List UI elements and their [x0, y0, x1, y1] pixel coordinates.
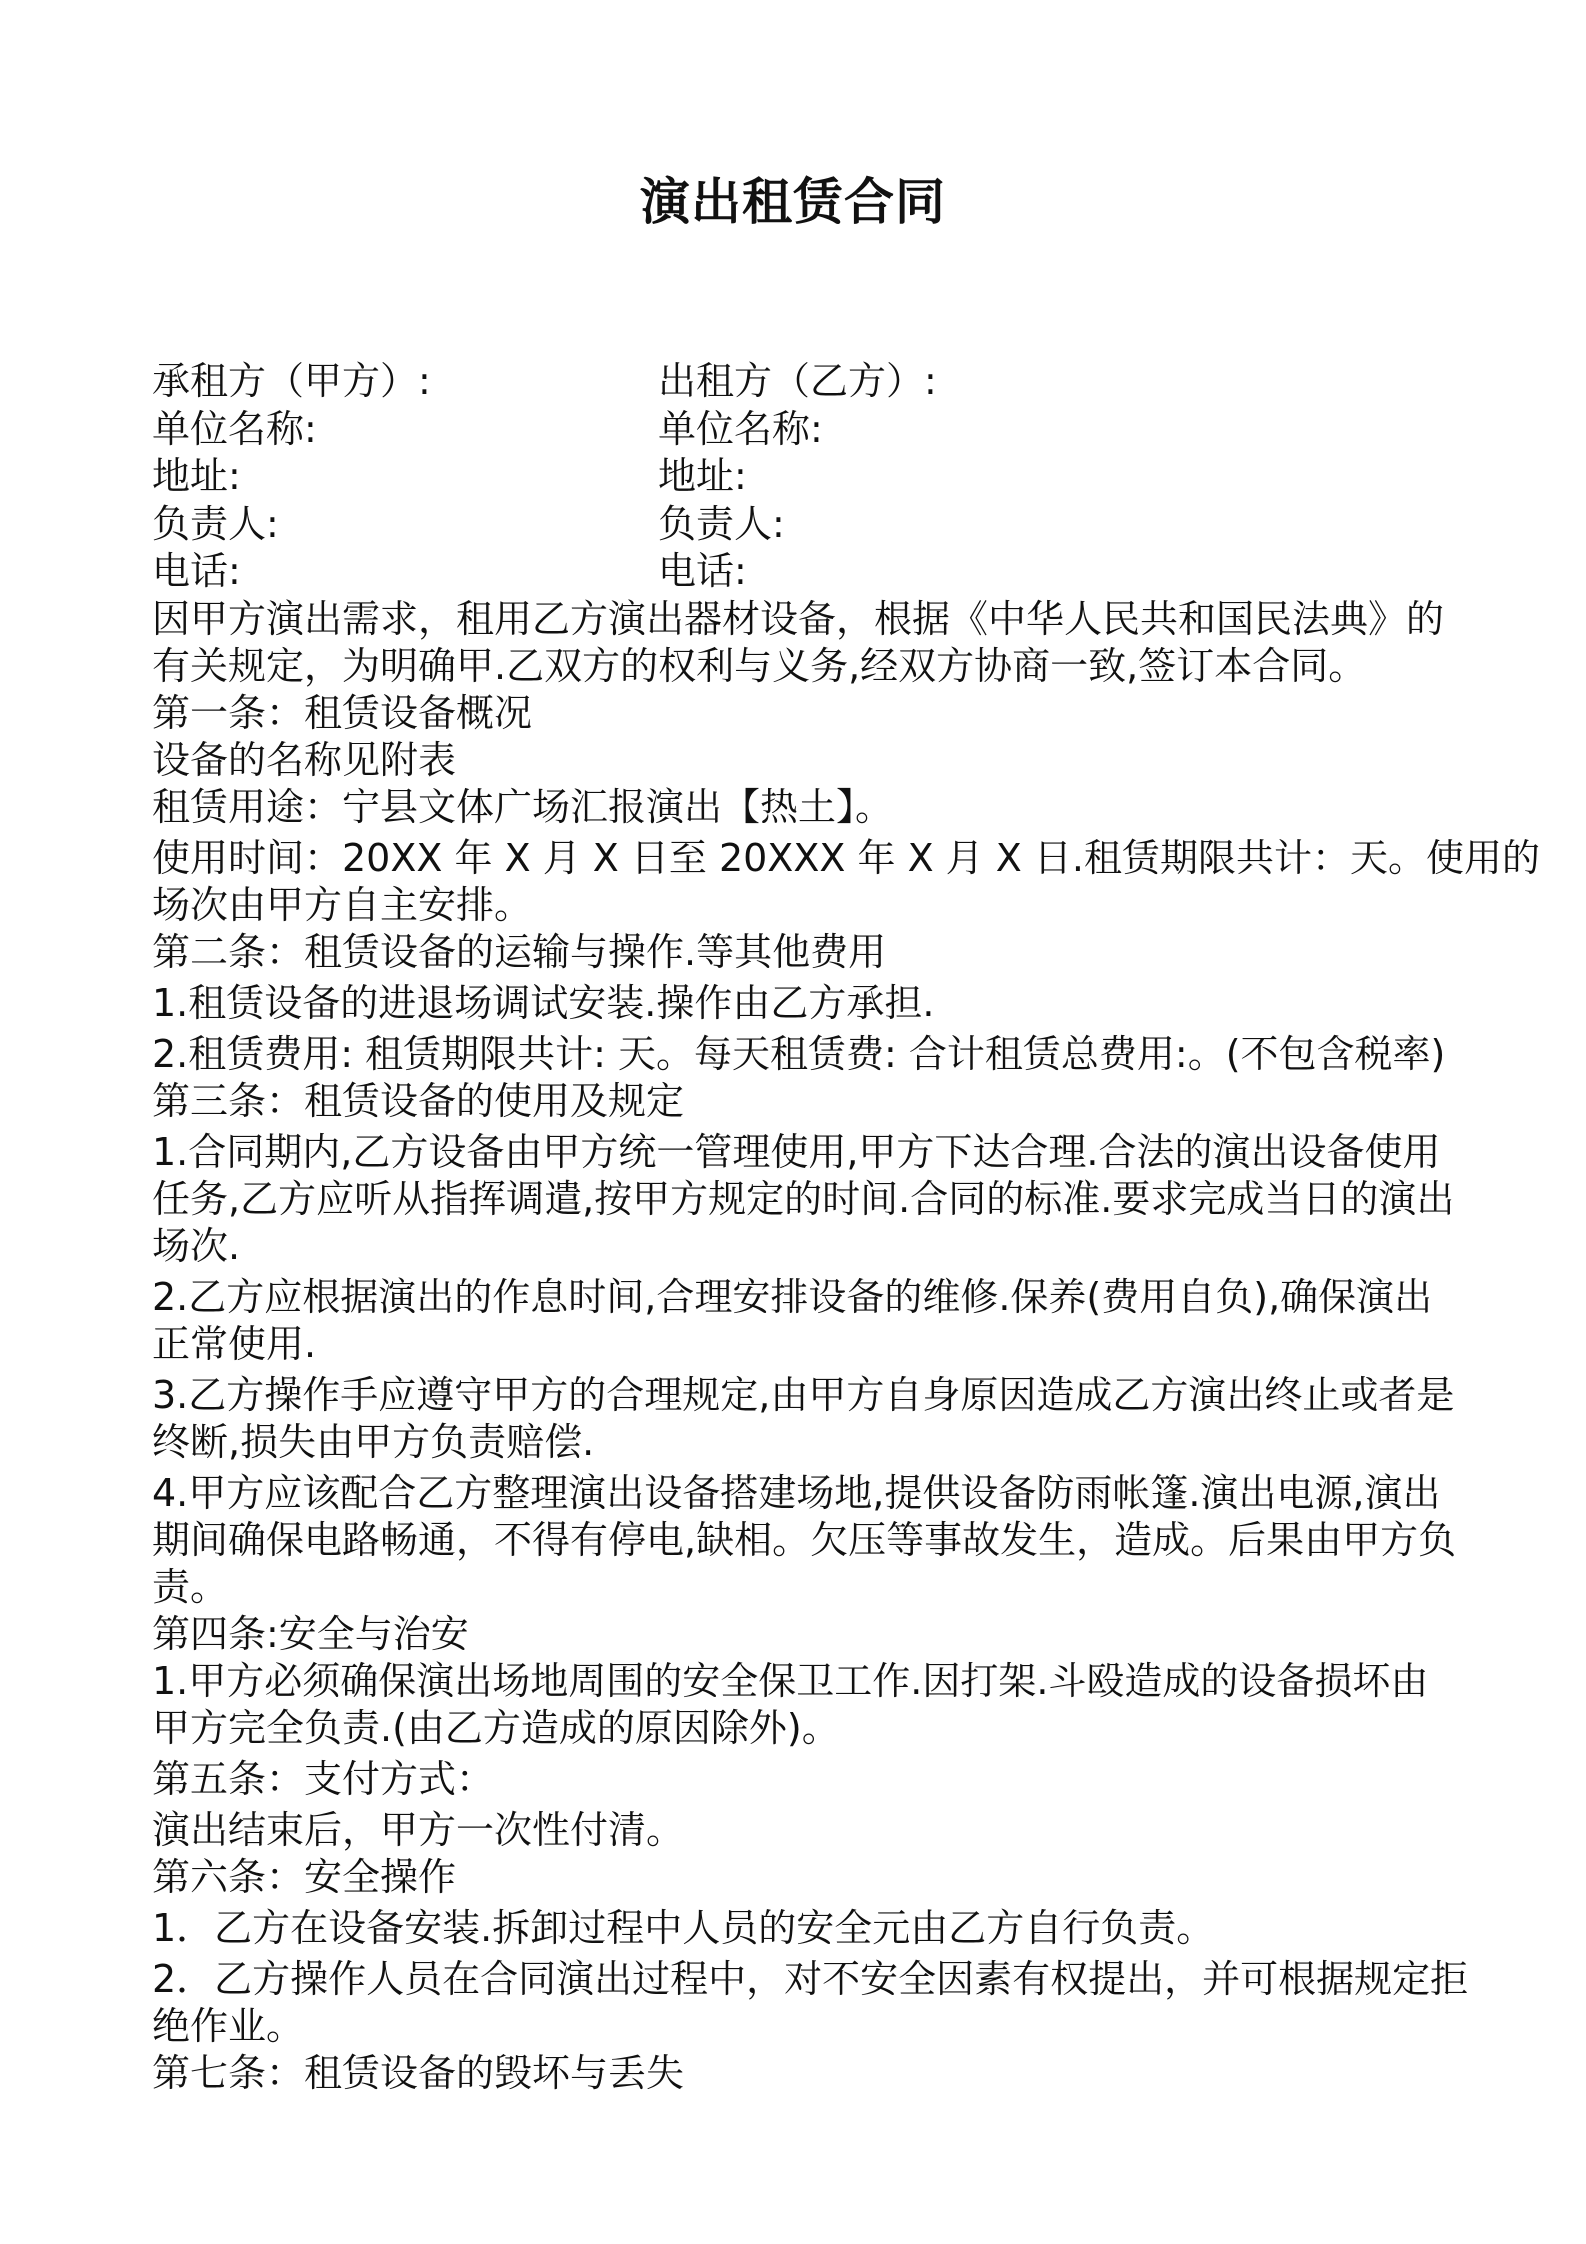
- article-7-heading: 第七条：租赁设备的毁坏与丢失: [152, 2050, 685, 2095]
- article-2-item-1: 1.租赁设备的进退场调试安装.操作由乙方承担.: [152, 980, 935, 1025]
- document-body: [152, 358, 1540, 2097]
- article-3-item-4-line-3: 责。: [152, 1564, 229, 1609]
- article-3: [152, 1078, 1457, 1611]
- article-1-purpose: 租赁用途：宁县文体广场汇报演出【热土】。: [152, 784, 894, 829]
- document-title: 演出租赁合同: [640, 173, 946, 231]
- lessee-manager-label: 负责人:: [152, 501, 279, 546]
- article-3-item-1-line-2: 任务,乙方应听从指挥调遣,按甲方规定的时间.合同的标准.要求完成当日的演出: [152, 1176, 1455, 1221]
- article-1-equipment: 设备的名称见附表: [152, 737, 457, 782]
- article-2-heading: 第二条：租赁设备的运输与操作.等其他费用: [152, 929, 887, 974]
- article-6-item-2-line-1: 2．乙方操作人员在合同演出过程中，对不安全因素有权提出，并可根据规定拒: [152, 1956, 1469, 2001]
- article-1: [152, 690, 1540, 929]
- article-3-heading: 第三条：租赁设备的使用及规定: [152, 1078, 685, 1123]
- lessor-phone-label: 电话:: [658, 549, 747, 593]
- article-5-text: 演出结束后，甲方一次性付清。: [152, 1807, 685, 1852]
- article-3-item-2-line-2: 正常使用.: [152, 1321, 317, 1366]
- lessee-address-label: 地址:: [152, 454, 241, 498]
- article-1-time-line-1: 使用时间：20XX 年 X 月 X 日至 20XXX 年 X 月 X 日.租赁期限共计：天。使用的: [152, 835, 1540, 880]
- article-3-item-3-line-2: 终断,损失由甲方负责赔偿.: [152, 1419, 595, 1464]
- article-3-item-1-line-1: 1.合同期内,乙方设备由甲方统一管理使用,甲方下达合理.合法的演出设备使用: [152, 1129, 1441, 1174]
- intro-line-1: 因甲方演出需求，租用乙方演出器材设备，根据《中华人民共和国民法典》的: [152, 596, 1445, 641]
- article-5: [152, 1756, 1452, 1854]
- article-3-item-4-line-1: 4.甲方应该配合乙方整理演出设备搭建场地,提供设备防雨帐篷.演出电源,演出: [152, 1470, 1441, 1515]
- article-6-heading: 第六条：安全操作: [152, 1854, 457, 1899]
- lessee-phone-label: 电话:: [152, 549, 241, 593]
- article-4: [152, 1611, 1452, 1752]
- article-5-heading: 第五条：支付方式：: [152, 1756, 495, 1801]
- article-4-item-1-line-1: 1.甲方必须确保演出场地周围的安全保卫工作.因打架.斗殴造成的设备损坏由: [152, 1658, 1429, 1703]
- article-4-heading: 第四条:安全与治安: [152, 1611, 469, 1656]
- article-3-item-1-line-3: 场次.: [152, 1223, 241, 1268]
- lessee-header: 承租方（甲方）:: [152, 359, 431, 403]
- article-2-item-2: 2.租赁费用: 租赁期限共计: 天。每天租赁费: 合计租赁总费用:。(不包含税率): [152, 1031, 1446, 1076]
- article-3-item-2-line-1: 2.乙方应根据演出的作息时间,合理安排设备的维修.保养(费用自负),确保演出: [152, 1274, 1433, 1319]
- article-6: [152, 1854, 1469, 2050]
- intro-line-2: 有关规定，为明确甲.乙双方的权利与义务,经双方协商一致,签订本合同。: [152, 643, 1367, 688]
- article-7: [152, 2050, 1452, 2097]
- lessor-address-label: 地址:: [658, 454, 747, 498]
- article-3-item-3-line-1: 3.乙方操作手应遵守甲方的合理规定,由甲方自身原因造成乙方演出终止或者是: [152, 1372, 1455, 1417]
- lessor-header: 出租方（乙方）:: [658, 359, 937, 403]
- article-6-item-1: 1．乙方在设备安装.拆卸过程中人员的安全元由乙方自行负责。: [152, 1905, 1215, 1950]
- intro-paragraph: [152, 596, 1452, 690]
- lessee-company-label: 单位名称:: [152, 406, 317, 451]
- lessor-manager-label: 负责人:: [658, 501, 785, 546]
- article-4-item-1-line-2: 甲方完全负责.(由乙方造成的原因除外)。: [152, 1705, 840, 1750]
- article-6-item-2-line-2: 绝作业。: [152, 2003, 305, 2048]
- article-3-item-4-line-2: 期间确保电路畅通，不得有停电,缺相。欠压等事故发生，造成。后果由甲方负: [152, 1517, 1457, 1562]
- article-1-time-line-2: 场次由甲方自主安排。: [152, 882, 533, 927]
- article-1-heading: 第一条：租赁设备概况: [152, 690, 533, 735]
- party-info-grid: [152, 358, 1452, 596]
- article-2: [152, 929, 1452, 1078]
- lessor-company-label: 单位名称:: [658, 406, 823, 451]
